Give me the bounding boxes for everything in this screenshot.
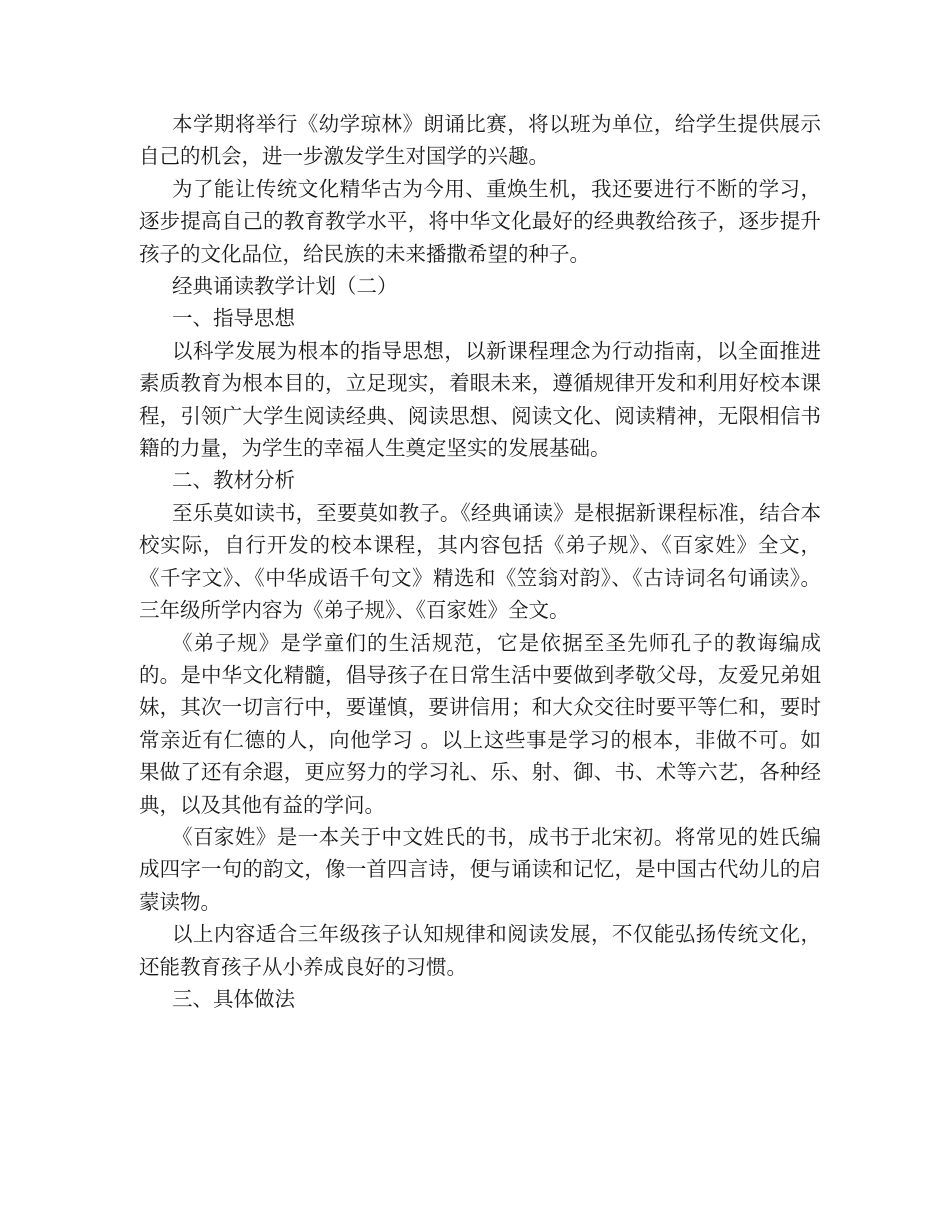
paragraph-guiding-thought: 以科学发展为根本的指导思想，以新课程理念为行动指南，以全面推进素质教育为根本目的，立足现实，着眼未来，遵循规律开发和利用好校本课程，引领广大学生阅读经典、阅读思想、阅读文化、阅读精神，无限相信书籍的力量，为学生的幸福人生奠定坚实的发展基础。 — [139, 338, 821, 461]
paragraph-material-analysis: 至乐莫如读书，至要莫如教子。《经典诵读》是根据新课程标准，结合本校实际，自行开发的校本课程，其内容包括《弟子规》、《百家姓》全文，《千字文》、《中华成语千句文》精选和《笠翁对韵》、《古诗词名句诵读》。三年级所学内容为《弟子规》、《百家姓》全文。 — [139, 500, 821, 623]
paragraph-suitability: 以上内容适合三年级孩子认知规律和阅读发展，不仅能弘扬传统文化，还能教育孩子从小养成良好的习惯。 — [139, 922, 821, 979]
document-body — [139, 108, 821, 1015]
section-heading-material-analysis: 二、教材分析 — [172, 468, 295, 493]
document-subtitle: 经典诵读教学计划（二） — [172, 274, 398, 299]
paragraph-dizigui: 《弟子规》是学童们的生活规范，它是依据至圣先师孔子的教诲编成的。是中华文化精髓，倡导孩子在日常生活中要做到孝敬父母，友爱兄弟姐妹，其次一切言行中，要谨慎，要讲信用；和大众交往时要平等仁和，要时常亲近有仁德的人，向他学习 。以上这些事是学习的根本，非做不可。如果做了还有余遐，更应努力的学习礼、乐、射、御、书、术等六艺，各种经典，以及其他有益的学问。 — [139, 630, 821, 817]
paragraph-recitation-contest: 本学期将举行《幼学琼林》朗诵比赛，将以班为单位，给学生提供展示自己的机会，进一步激发学生对国学的兴趣。 — [139, 112, 821, 169]
section-heading-specific-methods: 三、具体做法 — [172, 986, 295, 1011]
paragraph-baijiaxing: 《百家姓》是一本关于中文姓氏的书，成书于北宋初。将常见的姓氏编成四字一句的韵文，像一首四言诗，便与诵读和记忆，是中国古代幼儿的启蒙读物。 — [139, 824, 821, 914]
section-heading-guiding-thought: 一、指导思想 — [172, 306, 295, 331]
paragraph-continuous-learning: 为了能让传统文化精华古为今用、重焕生机，我还要进行不断的学习，逐步提高自己的教育教学水平，将中华文化最好的经典教给孩子，逐步提升孩子的文化品位，给民族的未来播撒希望的种子。 — [139, 176, 821, 266]
